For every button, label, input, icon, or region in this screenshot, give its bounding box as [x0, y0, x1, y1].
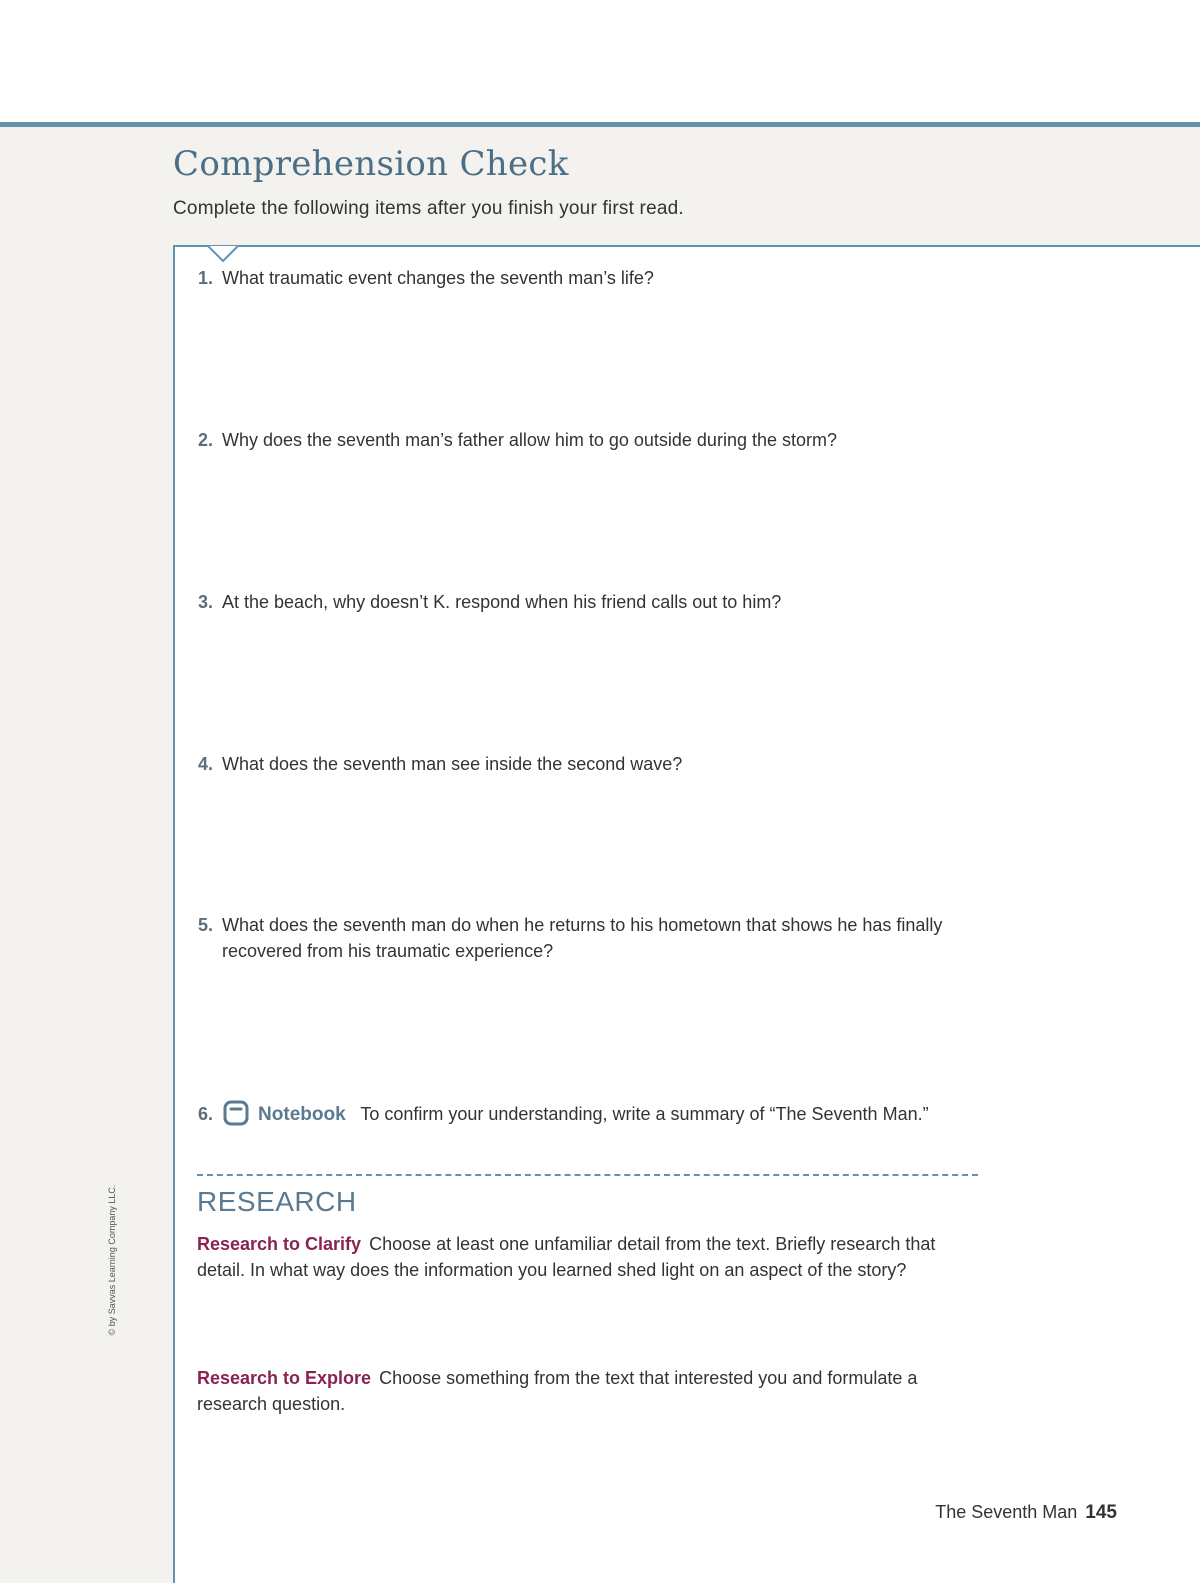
question-number: 4.: [198, 754, 214, 774]
page-subtitle: Complete the following items after you finish your first read.: [173, 198, 684, 219]
question-number: 1.: [198, 268, 214, 288]
panel-notch-icon: [208, 245, 238, 263]
question-number: 3.: [198, 592, 214, 612]
question-3: [198, 589, 988, 615]
footer-story-title: The Seventh Man: [935, 1502, 1078, 1522]
question-text: At the beach, why doesn’t K. respond when his friend calls out to him?: [222, 592, 782, 612]
copyright-credit: © by Savvas Learning Company LLC.: [107, 1184, 117, 1336]
research-explore: [197, 1365, 987, 1417]
research-label: Research to Explore: [197, 1368, 372, 1388]
research-label: Research to Clarify: [197, 1234, 362, 1254]
research-clarify: [197, 1231, 987, 1283]
question-text: Why does the seventh man’s father allow him to go outside during the storm?: [222, 430, 837, 450]
question-4: [198, 751, 988, 777]
notebook-icon: [222, 1099, 250, 1127]
section-divider: [197, 1174, 978, 1176]
question-number: 2.: [198, 430, 214, 450]
page-number: 145: [1085, 1502, 1117, 1523]
research-text: Choose at least one unfamiliar detail from the text. Briefly research that detail. In what way does the information you learned shed light on an aspect of the story?: [197, 1234, 936, 1280]
page-footer: [935, 1502, 1117, 1524]
question-5: [198, 912, 988, 964]
question-number: 5.: [198, 915, 214, 935]
notebook-instruction: To confirm your understanding, write a summary of “The Seventh Man.”: [360, 1104, 929, 1124]
question-2: [198, 427, 988, 453]
research-text: Choose something from the text that interested you and formulate a research question.: [197, 1368, 918, 1414]
question-text: What does the seventh man see inside the second wave?: [222, 754, 683, 774]
question-number: 6.: [198, 1104, 214, 1124]
notebook-label: Notebook: [258, 1104, 346, 1125]
page-title: Comprehension Check: [173, 144, 569, 184]
question-1: [198, 265, 988, 291]
question-text: What traumatic event changes the seventh man’s life?: [222, 268, 654, 288]
research-heading: RESEARCH: [197, 1186, 357, 1217]
top-margin: [0, 0, 1200, 122]
question-6: [198, 1099, 929, 1130]
question-text: What does the seventh man do when he returns to his hometown that shows he has finally recovered from his traumatic experience?: [222, 915, 943, 961]
